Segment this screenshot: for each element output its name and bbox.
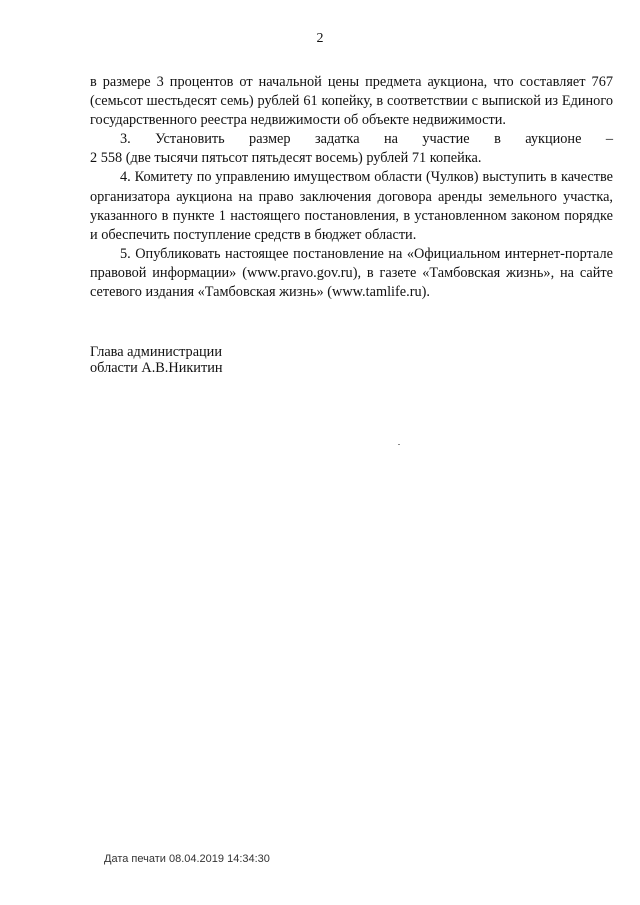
page-number: 2 (316, 31, 324, 46)
scan-speck (398, 444, 400, 445)
print-date: Дата печати 08.04.2019 14:34:30 (104, 853, 270, 865)
paragraph-continuation: в размере 3 процентов от начальной цены предмета аукциона, что составляет 767 (семьсот шестьдесят семь) рублей 61 копейку, в соответствии с выпиской из Единого государственного реестра недвижимости об объекте недвижимости. (90, 74, 613, 129)
paragraph-item-3-continuation: 2 558 (две тысячи пятьсот пятьдесят восемь) рублей 71 копейка. (90, 150, 482, 167)
paragraph-item-3: 3. Установить размер задатка на участие в аукционе – (120, 131, 613, 148)
signature-title: Глава администрации (90, 344, 222, 360)
signature-block (90, 344, 223, 376)
signature-name: области А.В.Никитин (90, 360, 223, 376)
paragraph-item-4: 4. Комитету по управлению имуществом области (Чулков) выступить в качестве организатора аукциона на право заключения договора аренды земельного участка, указанного в пункте 1 настоящего постановления, в установленном законом порядке и обеспечить поступление средств в бюджет области. (90, 169, 613, 243)
document-body (90, 73, 613, 302)
paragraph-item-5: 5. Опубликовать настоящее постановление на «Официальном интернет-портале правовой информации» (www.pravo.gov.ru), в газете «Тамбовская жизнь», на сайте сетевого издания «Тамбовская жизнь» (www.tamlife.ru). (90, 245, 613, 301)
